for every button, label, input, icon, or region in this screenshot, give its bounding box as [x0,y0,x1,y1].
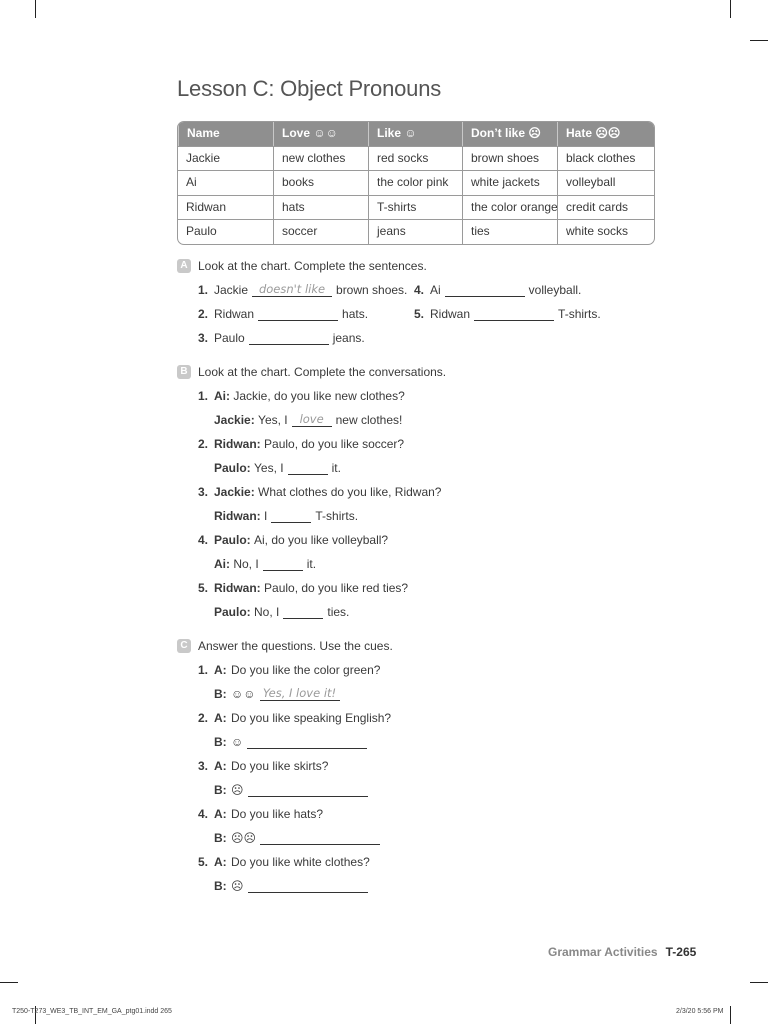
section-instruction: Answer the questions. Use the cues. [198,639,393,653]
item-text: Yes, I [258,413,288,427]
table-cell: Ai [186,175,197,190]
table-header-row [178,122,654,146]
emoji-cue-icon: ☺ [231,735,244,749]
answer-blank[interactable] [445,283,525,297]
item-number: 2. [198,437,209,451]
crop-mark [750,982,768,983]
item-text: Do you like the color green? [231,663,381,677]
exercise-item [414,281,581,297]
section-c-heading [177,639,393,653]
item-text: it. [306,557,317,571]
table-header-cell: Love ☺☺ [273,122,368,146]
item-text: T-shirts. [315,509,359,523]
table-row [178,170,654,195]
speaker-label: Jackie: [214,413,255,427]
item-text: I [264,509,268,523]
table-cell: new clothes [273,147,368,171]
answer-blank[interactable] [248,783,368,797]
item-number: 3. [198,759,209,773]
conversation-question [198,579,408,595]
item-text: No, I [233,557,259,571]
item-text: brown shoes. [336,283,408,297]
table-cell: Jackie [186,150,221,165]
answer-blank[interactable] [258,307,338,321]
conversation-question [198,483,441,499]
item-number: 4. [198,807,209,821]
item-text: Do you like hats? [231,807,324,821]
item-number: 2. [198,307,209,321]
qa-answer [214,829,384,845]
answer-blank[interactable] [263,557,303,571]
conversation-answer [214,459,341,475]
item-text: Ridwan [214,307,255,321]
answer-blank[interactable] [283,605,323,619]
speaker-label: B: [214,831,227,845]
table-header-cell: Don’t like ☹ [462,122,557,146]
speaker-label: Paulo: [214,605,251,619]
item-text: new clothes! [335,413,403,427]
item-text: Ai, do you like volleyball? [254,533,389,547]
table-header-cell: Hate ☹☹ [557,122,654,146]
item-text: volleyball. [528,283,582,297]
page-number: T-265 [665,945,697,959]
speaker-label: A: [214,855,227,869]
speaker-label: Jackie: [214,485,255,499]
answer-blank[interactable] [288,461,328,475]
qa-answer [214,685,344,701]
exercise-item [198,305,368,321]
conversation-question [198,387,405,403]
table-cell: black clothes [557,147,654,171]
section-badge: B [177,365,191,379]
speaker-label: B: [214,687,227,701]
item-number: 5. [414,307,425,321]
answer-blank[interactable] [248,879,368,893]
qa-question [198,757,328,773]
table-cell: white jackets [462,171,557,195]
section-b-heading [177,365,446,379]
conversation-answer [214,603,349,619]
page-footer [548,945,696,959]
table-row [178,146,654,171]
speaker-label: Paulo: [214,533,251,547]
speaker-label: B: [214,735,227,749]
conversation-answer [214,507,358,523]
crop-mark [35,0,36,18]
section-instruction: Look at the chart. Complete the conversations. [198,365,447,379]
item-text: No, I [254,605,280,619]
table-cell: Paulo [186,224,217,239]
item-number: 1. [198,389,209,403]
exercise-item [414,305,601,321]
item-number: 4. [414,283,425,297]
section-badge: C [177,639,191,653]
answer-blank[interactable] [260,687,340,701]
table-header-cell: Like ☺ [368,122,462,146]
table-cell: brown shoes [462,147,557,171]
item-text: T-shirts. [558,307,601,321]
preferences-table [177,121,655,245]
table-cell: the color pink [368,171,462,195]
footer-section-name: Grammar Activities [548,945,658,959]
table-cell: T-shirts [368,196,462,220]
exercise-item [198,281,407,297]
item-text: ties. [327,605,350,619]
table-cell: red socks [368,147,462,171]
page-title: Lesson C: Object Pronouns [177,76,442,101]
emoji-cue-icon: ☹ [231,879,244,893]
conversation-question [198,435,404,451]
speaker-label: Ridwan: [214,509,261,523]
item-number: 3. [198,331,209,345]
speaker-label: Ridwan: [214,581,261,595]
conversation-answer [214,411,402,427]
table-cell: ties [462,220,557,244]
item-number: 4. [198,533,209,547]
item-text: Paulo, do you like soccer? [264,437,405,451]
speaker-label: Paulo: [214,461,251,475]
item-text: jeans. [332,331,365,345]
crop-mark [0,982,18,983]
table-cell: hats [273,196,368,220]
table-cell: jeans [368,220,462,244]
item-text: Jackie, do you like new clothes? [233,389,405,403]
crop-mark [750,40,768,41]
item-text: hats. [342,307,369,321]
item-text: Paulo, do you like red ties? [264,581,409,595]
conversation-question [198,531,388,547]
item-text: Ridwan [430,307,471,321]
table-header-cell: Name [178,122,273,146]
section-a-heading [177,259,427,273]
answer-blank[interactable] [271,509,311,523]
section-badge: A [177,259,191,273]
speaker-label: Ridwan: [214,437,261,451]
speaker-label: A: [214,663,227,677]
item-text: Yes, I [254,461,284,475]
speaker-label: Ai: [214,557,230,571]
print-slug-filename: T250-T273_WE3_TB_INT_EM_GA_ptg01.indd 265 [12,1008,172,1015]
table-row [178,195,654,220]
qa-question [198,661,380,677]
table-row [178,219,654,244]
table-cell: the color orange [462,196,557,220]
qa-question [198,709,391,725]
item-number: 2. [198,711,209,725]
table-cell: books [273,171,368,195]
answer-blank[interactable] [474,307,554,321]
qa-question [198,853,370,869]
qa-answer [214,877,372,893]
handwritten-answer: Yes, I love it! [262,686,337,700]
answer-blank[interactable] [292,413,332,427]
item-text: it. [331,461,341,475]
print-slug-timestamp: 2/3/20 5:56 PM [676,1008,724,1015]
speaker-label: A: [214,759,227,773]
item-number: 3. [198,485,209,499]
crop-mark [730,0,731,18]
emoji-cue-icon: ☹☹ [231,831,257,845]
section-instruction: Look at the chart. Complete the sentences. [198,259,427,273]
item-number: 5. [198,581,209,595]
item-number: 1. [198,283,209,297]
speaker-label: Ai: [214,389,230,403]
answer-blank[interactable] [249,331,329,345]
handwritten-answer: love [299,412,324,426]
table-cell: credit cards [557,196,654,220]
table-cell: volleyball [557,171,654,195]
answer-blank[interactable] [260,831,380,845]
item-text: Do you like skirts? [231,759,329,773]
qa-question [198,805,323,821]
conversation-answer [214,555,316,571]
table-cell: soccer [273,220,368,244]
speaker-label: A: [214,711,227,725]
speaker-label: B: [214,783,227,797]
item-number: 1. [198,663,209,677]
crop-mark [730,1006,731,1024]
item-text: Jackie [214,283,249,297]
item-text: What clothes do you like, Ridwan? [258,485,442,499]
qa-answer [214,733,371,749]
speaker-label: B: [214,879,227,893]
answer-blank[interactable] [252,283,332,297]
answer-blank[interactable] [247,735,367,749]
exercise-item [198,329,365,345]
item-text: Do you like white clothes? [231,855,370,869]
speaker-label: A: [214,807,227,821]
item-text: Do you like speaking English? [231,711,392,725]
emoji-cue-icon: ☺☺ [231,687,256,701]
table-cell: Ridwan [186,199,227,214]
item-text: Paulo [214,331,245,345]
handwritten-answer: doesn't like [258,282,326,296]
item-number: 5. [198,855,209,869]
table-cell: white socks [557,220,654,244]
qa-answer [214,781,372,797]
emoji-cue-icon: ☹ [231,783,244,797]
item-text: Ai [430,283,441,297]
